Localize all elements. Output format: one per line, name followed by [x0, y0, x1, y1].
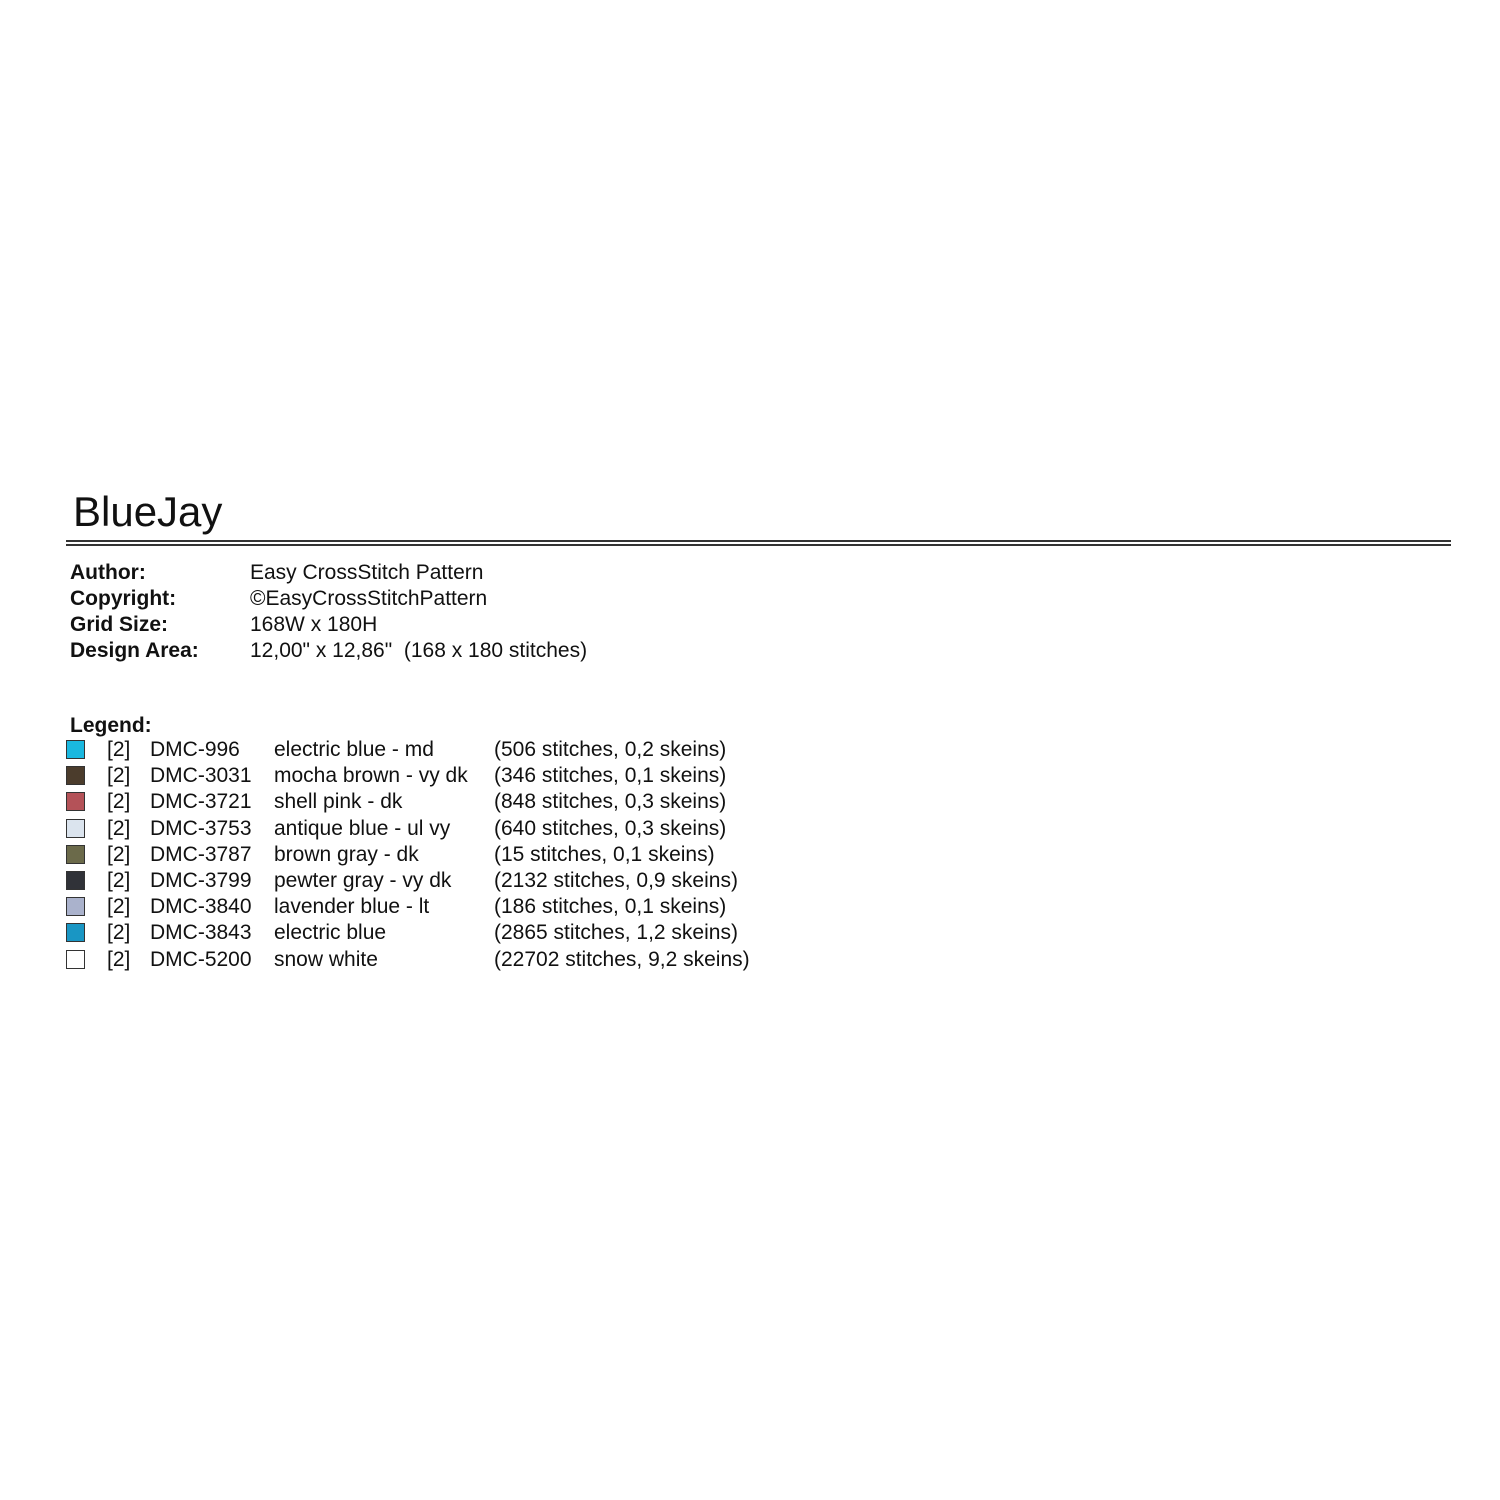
legend-item	[66, 737, 966, 763]
legend-item	[66, 816, 966, 842]
stitch-count: (346 stitches, 0,1 skeins)	[494, 764, 727, 788]
info-row-grid-size	[70, 612, 970, 638]
copyright-label: Copyright:	[70, 587, 177, 610]
color-swatch	[66, 897, 85, 916]
design-area-value: 12,00" x 12,86" (168 x 180 stitches)	[250, 639, 588, 662]
color-name: brown gray - dk	[274, 842, 419, 866]
color-swatch	[66, 740, 85, 759]
color-name: electric blue - md	[274, 738, 434, 761]
info-row-copyright	[70, 586, 970, 612]
strand-count: [2]	[107, 895, 131, 919]
thread-code: DMC-3843	[150, 921, 252, 945]
legend-item	[66, 868, 966, 894]
color-name: electric blue	[274, 921, 387, 945]
strand-count: [2]	[107, 738, 131, 761]
stitch-count: (2865 stitches, 1,2 skeins)	[494, 921, 738, 945]
legend-item	[66, 842, 966, 868]
color-swatch	[66, 766, 85, 785]
author-label: Author:	[70, 561, 146, 584]
title-divider-bottom	[66, 544, 1451, 546]
color-name: shell pink - dk	[274, 790, 403, 814]
thread-code: DMC-3721	[150, 790, 252, 814]
legend-item	[66, 894, 966, 920]
color-name: snow white	[274, 947, 378, 971]
thread-code: DMC-5200	[150, 947, 252, 971]
color-name: mocha brown - vy dk	[274, 764, 468, 788]
color-swatch	[66, 845, 85, 864]
thread-code: DMC-3787	[150, 842, 252, 866]
thread-code: DMC-996	[150, 738, 240, 761]
strand-count: [2]	[107, 921, 131, 945]
strand-count: [2]	[107, 816, 131, 840]
color-swatch	[66, 871, 85, 890]
title-divider-top	[66, 540, 1451, 542]
page-title: BlueJay	[73, 488, 223, 535]
stitch-count: (848 stitches, 0,3 skeins)	[494, 790, 727, 814]
strand-count: [2]	[107, 790, 131, 814]
info-row-design-area	[70, 638, 970, 664]
legend-item	[66, 763, 966, 789]
thread-code: DMC-3753	[150, 816, 252, 840]
stitch-count: (22702 stitches, 9,2 skeins)	[494, 947, 750, 971]
stitch-count: (640 stitches, 0,3 skeins)	[494, 816, 727, 840]
design-area-label: Design Area:	[70, 639, 199, 662]
color-name: antique blue - ul vy	[274, 816, 451, 840]
stitch-count: (186 stitches, 0,1 skeins)	[494, 895, 727, 919]
legend-item	[66, 920, 966, 946]
copyright-value: ©EasyCrossStitchPattern	[250, 587, 488, 610]
strand-count: [2]	[107, 842, 131, 866]
thread-legend	[66, 737, 966, 973]
info-row-author	[70, 560, 970, 586]
color-swatch	[66, 950, 85, 969]
grid-size-label: Grid Size:	[70, 613, 169, 636]
strand-count: [2]	[107, 764, 131, 788]
thread-code: DMC-3840	[150, 895, 252, 919]
color-swatch	[66, 819, 85, 838]
color-name: lavender blue - lt	[274, 895, 430, 919]
pattern-info	[70, 560, 970, 664]
color-swatch	[66, 792, 85, 811]
color-swatch	[66, 923, 85, 942]
grid-size-value: 168W x 180H	[250, 613, 378, 636]
thread-code: DMC-3031	[150, 764, 252, 788]
author-value: Easy CrossStitch Pattern	[250, 561, 484, 584]
stitch-count: (15 stitches, 0,1 skeins)	[494, 842, 715, 866]
legend-item	[66, 947, 966, 973]
thread-code: DMC-3799	[150, 868, 252, 892]
legend-item	[66, 789, 966, 815]
legend-title: Legend:	[70, 714, 152, 737]
strand-count: [2]	[107, 868, 131, 892]
strand-count: [2]	[107, 947, 131, 971]
stitch-count: (2132 stitches, 0,9 skeins)	[494, 868, 738, 892]
stitch-count: (506 stitches, 0,2 skeins)	[494, 738, 727, 761]
color-name: pewter gray - vy dk	[274, 868, 452, 892]
